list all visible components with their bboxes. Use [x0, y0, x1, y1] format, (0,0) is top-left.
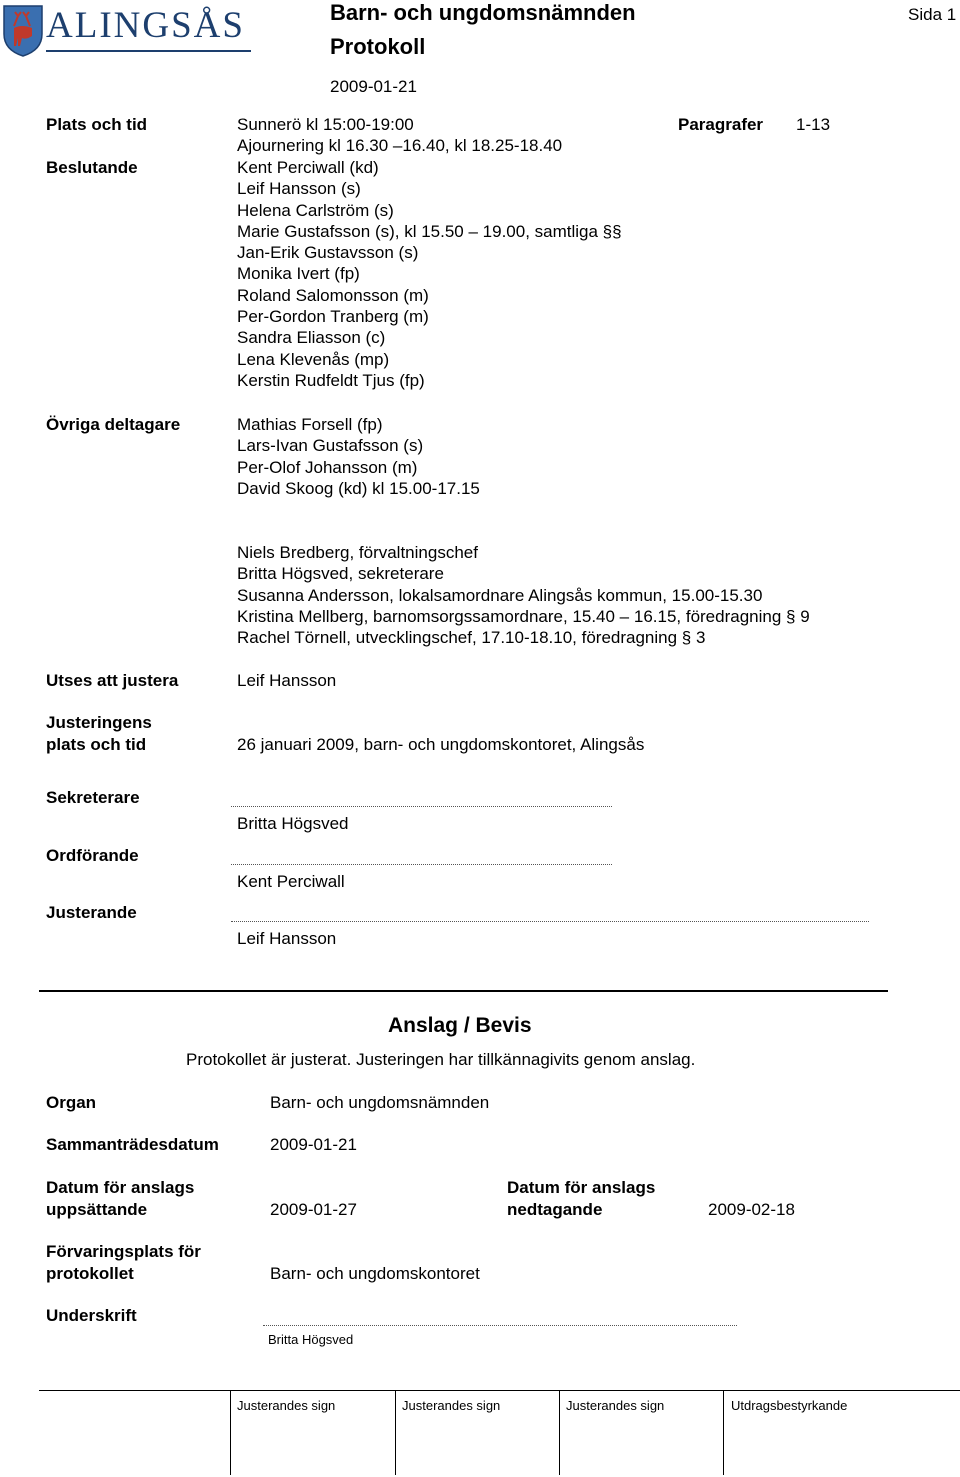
deciding-list — [237, 157, 622, 391]
notice-subtitle: Protokollet är justerat. Justeringen har tillkännagivits genom anslag. — [186, 1050, 696, 1069]
notice-signature-name: Britta Högsved — [268, 1332, 354, 1347]
adjuster-value: Leif Hansson — [237, 671, 337, 690]
list-item: Per-Gordon Tranberg (m) — [237, 307, 429, 327]
removed-label-2: nedtagande — [507, 1200, 603, 1219]
chair-name: Kent Perciwall — [237, 872, 345, 891]
list-item: Jan-Erik Gustavsson (s) — [237, 243, 419, 263]
secretary-signature-line — [231, 806, 612, 807]
officials-list — [237, 542, 810, 648]
list-item: Sandra Eliasson (c) — [237, 328, 386, 348]
list-item: Marie Gustafsson (s), kl 15.50 – 19.00, samtliga §§ — [237, 221, 622, 241]
list-item: David Skoog (kd) kl 15.00-17.15 — [237, 478, 480, 498]
place-line: Sunnerö kl 15:00-19:00 — [237, 115, 414, 134]
doc-date: 2009-01-21 — [330, 77, 417, 96]
coat-of-arms-icon — [2, 4, 44, 58]
list-item: Per-Olof Johansson (m) — [237, 457, 418, 477]
footer-cell: Utdragsbestyrkande — [731, 1398, 848, 1413]
municipality-logo — [0, 4, 260, 60]
removed-label-1: Datum för anslags — [507, 1178, 656, 1197]
list-item: Monika Ivert (fp) — [237, 264, 360, 284]
list-item: Mathias Forsell (fp) — [237, 415, 383, 434]
list-item: Kristina Mellberg, barnomsorgssamordnare, 15.40 – 16.15, föredragning § 9 — [237, 606, 810, 626]
removed-value: 2009-02-18 — [708, 1200, 795, 1219]
meeting-date-label: Sammanträdesdatum — [46, 1135, 219, 1154]
storage-label-1: Förvaringsplats för — [46, 1242, 201, 1261]
logo-wordmark: ALINGSÅS — [46, 5, 245, 46]
footer-cell: Justerandes sign — [237, 1398, 336, 1413]
page-number: Sida 1 — [908, 5, 957, 24]
list-item: Susanna Andersson, lokalsamordnare Alingsås kommun, 15.00-15.30 — [237, 585, 763, 605]
list-item: Helena Carlström (s) — [237, 200, 394, 220]
list-item: Rachel Törnell, utvecklingschef, 17.10-18.10, föredragning § 3 — [237, 628, 706, 648]
footer-cell: Justerandes sign — [402, 1398, 501, 1413]
list-item: Niels Bredberg, förvaltningschef — [237, 543, 478, 562]
list-item: Lars-Ivan Gustafsson (s) — [237, 436, 424, 456]
place-lines — [237, 114, 562, 157]
list-item: Leif Hansson (s) — [237, 179, 361, 199]
list-item: Kerstin Rudfeldt Tjus (fp) — [237, 370, 425, 390]
adjuster-sign-label: Justerande — [46, 903, 137, 922]
notice-title: Anslag / Bevis — [388, 1014, 532, 1037]
meeting-date-value: 2009-01-21 — [270, 1135, 357, 1154]
section-divider — [39, 990, 888, 992]
deciding-label: Beslutande — [46, 158, 138, 177]
footer-divider — [723, 1390, 724, 1475]
org-title: Barn- och ungdomsnämnden — [330, 0, 636, 25]
adjust-place-label-1: Justeringens — [46, 713, 152, 732]
footer-top-rule — [39, 1390, 960, 1391]
storage-label-2: protokollet — [46, 1264, 134, 1283]
posted-label-1: Datum för anslags — [46, 1178, 195, 1197]
list-item: Britta Högsved, sekreterare — [237, 564, 444, 584]
footer-divider — [559, 1390, 560, 1475]
organ-label: Organ — [46, 1093, 97, 1112]
secretary-name: Britta Högsved — [237, 814, 349, 833]
doc-title: Protokoll — [330, 34, 426, 59]
posted-label-2: uppsättande — [46, 1200, 148, 1219]
paragraphs-label: Paragrafer — [678, 115, 764, 134]
adjust-place-value: 26 januari 2009, barn- och ungdomskontoret, Alingsås — [237, 735, 645, 754]
adjust-place-label-2: plats och tid — [46, 735, 147, 754]
chair-label: Ordförande — [46, 846, 139, 865]
logo-underline — [46, 50, 251, 52]
adjuster-name: Leif Hansson — [237, 929, 337, 948]
list-item: Kent Perciwall (kd) — [237, 158, 379, 177]
paragraphs-value: 1-13 — [796, 115, 831, 134]
list-item: Roland Salomonsson (m) — [237, 285, 429, 305]
list-item: Lena Klevenås (mp) — [237, 349, 390, 369]
footer-divider — [395, 1390, 396, 1475]
storage-value: Barn- och ungdomskontoret — [270, 1264, 480, 1283]
others-list — [237, 414, 480, 499]
footer-cell: Justerandes sign — [566, 1398, 665, 1413]
secretary-label: Sekreterare — [46, 788, 140, 807]
adjuster-signature-line — [231, 921, 869, 922]
footer-divider — [230, 1390, 231, 1475]
chair-signature-line — [231, 864, 612, 865]
place-label: Plats och tid — [46, 115, 148, 134]
organ-value: Barn- och ungdomsnämnden — [270, 1093, 490, 1112]
posted-value: 2009-01-27 — [270, 1200, 357, 1219]
others-label: Övriga deltagare — [46, 415, 181, 434]
adjuster-label: Utses att justera — [46, 671, 179, 690]
notice-signature-line — [263, 1325, 737, 1326]
signature-label: Underskrift — [46, 1306, 137, 1325]
place-line: Ajournering kl 16.30 –16.40, kl 18.25-18.40 — [237, 136, 563, 156]
